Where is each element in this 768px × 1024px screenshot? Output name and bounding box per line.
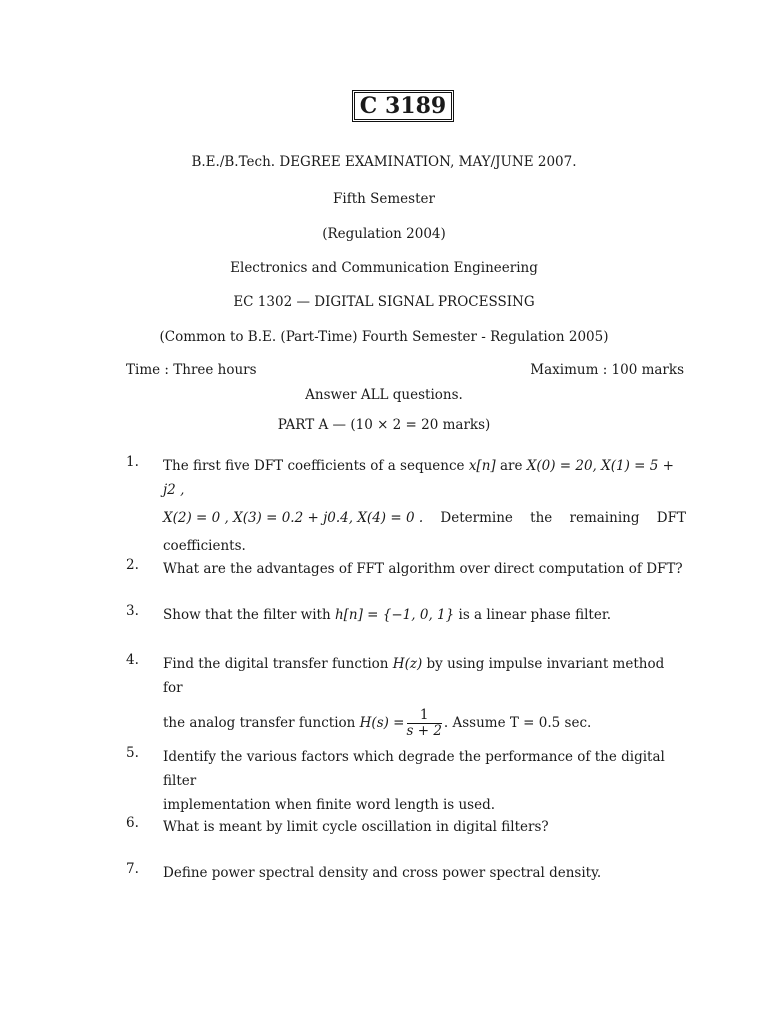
q5-line-2: implementation when finite word length is used. bbox=[163, 797, 496, 813]
question-number: 1. bbox=[126, 454, 139, 470]
time-label: Time : Three hours bbox=[126, 362, 257, 378]
q1-line-1: The first five DFT coefficients of a sequence x[n] are X(0) = 20, X(1) = 5 + j2 , bbox=[163, 458, 674, 498]
part-a-heading: PART A — (10 × 2 = 20 marks) bbox=[277, 417, 491, 433]
q5-line-1: Identify the various factors which degrade the performance of the digital filter bbox=[163, 749, 665, 789]
q4-line-2: the analog transfer function H(s) = $\frac{1}{s + 2}$ . Assume T = 0.5 sec. bbox=[163, 707, 592, 739]
question-text: What is meant by limit cycle oscillation in digital filters? bbox=[163, 819, 549, 835]
exam-title: B.E./B.Tech. DEGREE EXAMINATION, MAY/JUNE 2007. bbox=[191, 154, 577, 170]
question-number: 5. bbox=[126, 745, 139, 761]
question-text: Show that the filter with h[n] = {−1, 0, 1} is a linear phase filter. bbox=[163, 607, 612, 623]
q1-line-2: X(2) = 0 , X(3) = 0.2 + j0.4, X(4) = 0 . Determine the remaining DFT bbox=[163, 510, 686, 526]
subject: EC 1302 — DIGITAL SIGNAL PROCESSING bbox=[233, 294, 535, 310]
regulation: (Regulation 2004) bbox=[322, 226, 446, 242]
question-text: What are the advantages of FFT algorithm over direct computation of DFT? bbox=[163, 561, 683, 577]
question-number: 3. bbox=[126, 603, 139, 619]
question-number: 4. bbox=[126, 652, 139, 668]
department: Electronics and Communication Engineering bbox=[230, 260, 538, 276]
paper-code: C 3189 bbox=[352, 90, 454, 122]
question-number: 2. bbox=[126, 557, 139, 573]
q4-line-1: Find the digital transfer function H(z) by using impulse invariant method for bbox=[163, 656, 665, 696]
question-number: 7. bbox=[126, 861, 139, 877]
question-number: 6. bbox=[126, 815, 139, 831]
max-marks-label: Maximum : 100 marks bbox=[530, 362, 684, 378]
fraction: $\frac{1}{s + 2}$ bbox=[406, 707, 442, 739]
question-text: Define power spectral density and cross power spectral density. bbox=[163, 865, 602, 881]
q1-line-3: coefficients. bbox=[163, 538, 246, 554]
instruction: Answer ALL questions. bbox=[305, 387, 463, 403]
common-note: (Common to B.E. (Part-Time) Fourth Semester - Regulation 2005) bbox=[159, 329, 609, 345]
time-marks-row bbox=[126, 362, 684, 378]
semester: Fifth Semester bbox=[333, 191, 435, 207]
